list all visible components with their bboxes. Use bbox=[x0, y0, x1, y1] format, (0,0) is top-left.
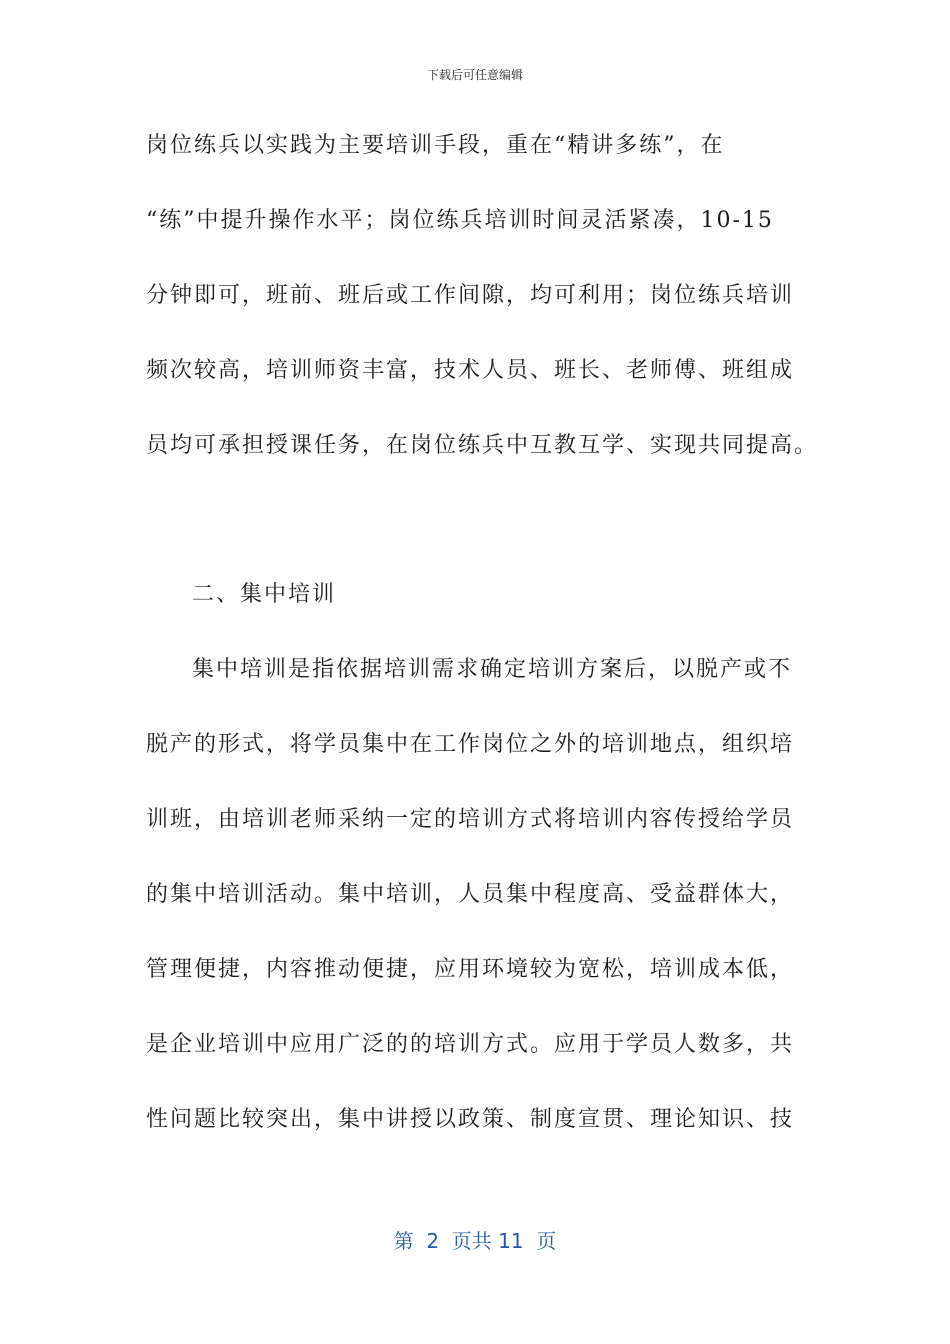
paragraph-line: 的集中培训活动。集中培训，人员集中程度高、受益群体大， bbox=[146, 882, 795, 907]
paragraph-line: “练”中提升操作水平；岗位练兵培训时间灵活紧凑，10-15 bbox=[146, 208, 774, 233]
paragraph-line: 是企业培训中应用广泛的的培训方式。应用于学员人数多，共 bbox=[146, 1032, 795, 1057]
paragraph-line: 员均可承担授课任务，在岗位练兵中互教互学、实现共同提高。 bbox=[146, 433, 819, 458]
paragraph-line: 集中培训是指依据培训需求确定培训方案后，以脱产或不 bbox=[192, 657, 793, 682]
paragraph-line: 训班，由培训老师采纳一定的培训方式将培训内容传授给学员 bbox=[146, 807, 795, 832]
header-note: 下载后可任意编辑 bbox=[426, 68, 523, 82]
section-heading: 二、集中培训 bbox=[192, 582, 337, 607]
paragraph-line: 管理便捷，内容推动便捷，应用环境较为宽松，培训成本低， bbox=[146, 957, 795, 982]
paragraph-line: 分钟即可，班前、班后或工作间隙，均可利用；岗位练兵培训 bbox=[146, 283, 795, 308]
page-number-footer: 第 2 页共 11 页 bbox=[393, 1229, 557, 1253]
paragraph-line: 脱产的形式，将学员集中在工作岗位之外的培训地点，组织培 bbox=[146, 732, 795, 757]
paragraph-line: 岗位练兵以实践为主要培训手段，重在“精讲多练”，在 bbox=[146, 133, 725, 158]
paragraph-line: 频次较高，培训师资丰富，技术人员、班长、老师傅、班组成 bbox=[146, 358, 795, 383]
paragraph-line: 性问题比较突出，集中讲授以政策、制度宣贯、理论知识、技 bbox=[146, 1107, 795, 1132]
